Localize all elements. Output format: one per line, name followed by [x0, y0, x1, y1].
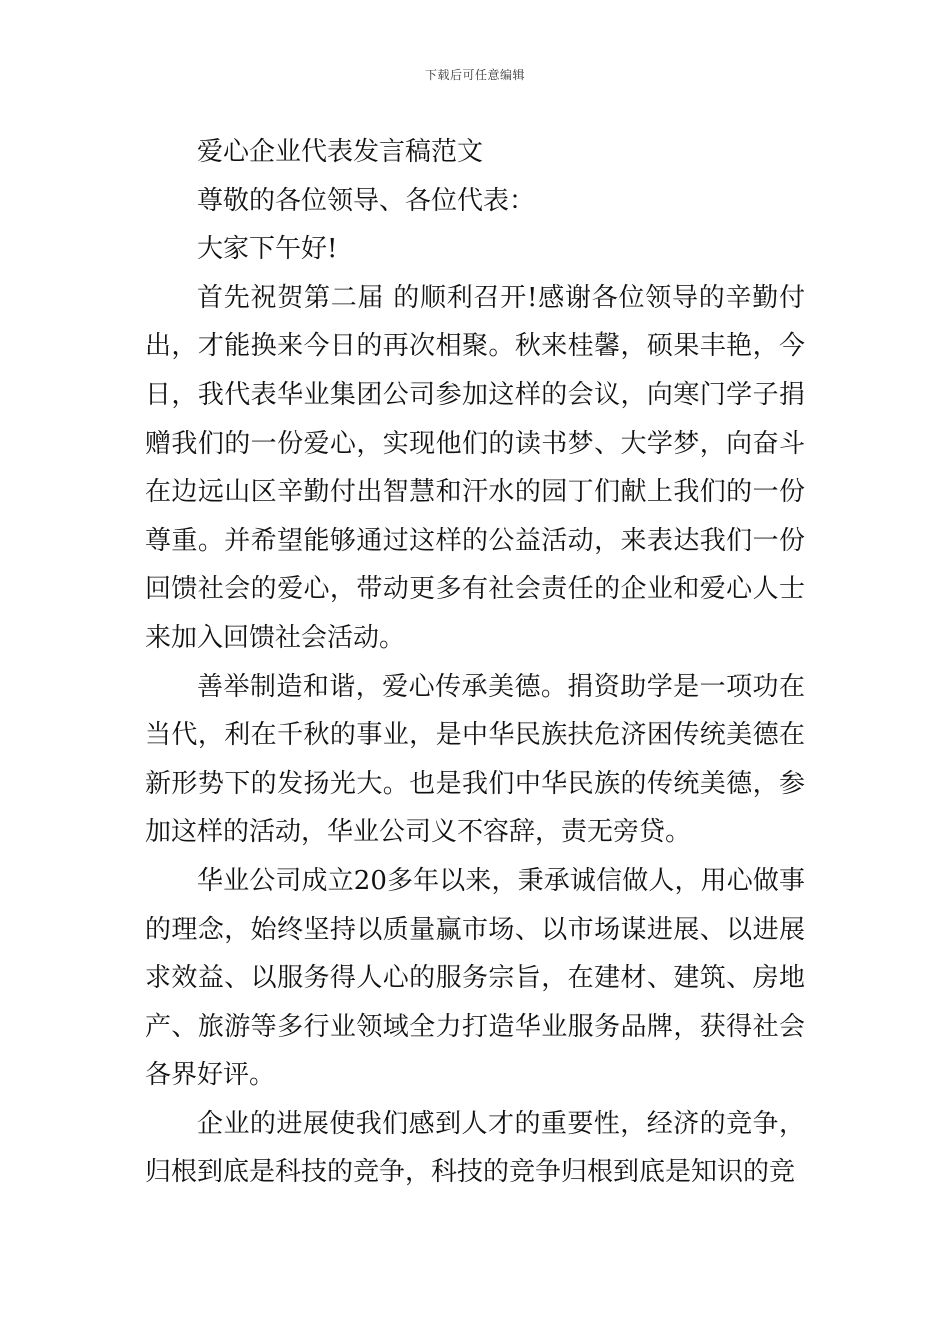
- document-body: [145, 128, 805, 1197]
- paragraph-2: 善举制造和谐，爱心传承美德。捐资助学是一项功在当代，利在千秋的事业，是中华民族扶危济困传统美德在新形势下的发扬光大。也是我们中华民族的传统美德，参加这样的活动，华业公司义不容辞，责无旁贷。: [145, 671, 805, 848]
- salutation: 尊敬的各位领导、各位代表：: [197, 185, 536, 216]
- paragraph-3: 华业公司成立20多年以来，秉承诚信做人，用心做事的理念，始终坚持以质量赢市场、以市场谋进展、以进展求效益、以服务得人心的服务宗旨，在建材、建筑、房地产、旅游等多行业领域全力打造华业服务品牌，获得社会各界好评。: [145, 865, 805, 1091]
- greeting: 大家下午好!: [197, 234, 338, 265]
- paragraph-1: 首先祝贺第二届 的顺利召开!感谢各位领导的辛勤付出，才能换来今日的再次相聚。秋来桂馨，硕果丰艳，今日，我代表华业集团公司参加这样的会议，向寒门学子捐赠我们的一份爱心，实现他们的读书梦、大学梦，向奋斗在边远山区辛勤付出智慧和汗水的园丁们献上我们的一份尊重。并希望能够通过这样的公益活动，来表达我们一份回馈社会的爱心，带动更多有社会责任的企业和爱心人士来加入回馈社会活动。: [145, 282, 805, 653]
- page-header-note: 下载后可任意编辑: [424, 68, 525, 82]
- paragraph-4: 企业的进展使我们感到人才的重要性，经济的竞争，归根到底是科技的竞争，科技的竞争归根到底是知识的竞: [145, 1108, 805, 1188]
- document-title: 爱心企业代表发言稿范文: [197, 137, 484, 167]
